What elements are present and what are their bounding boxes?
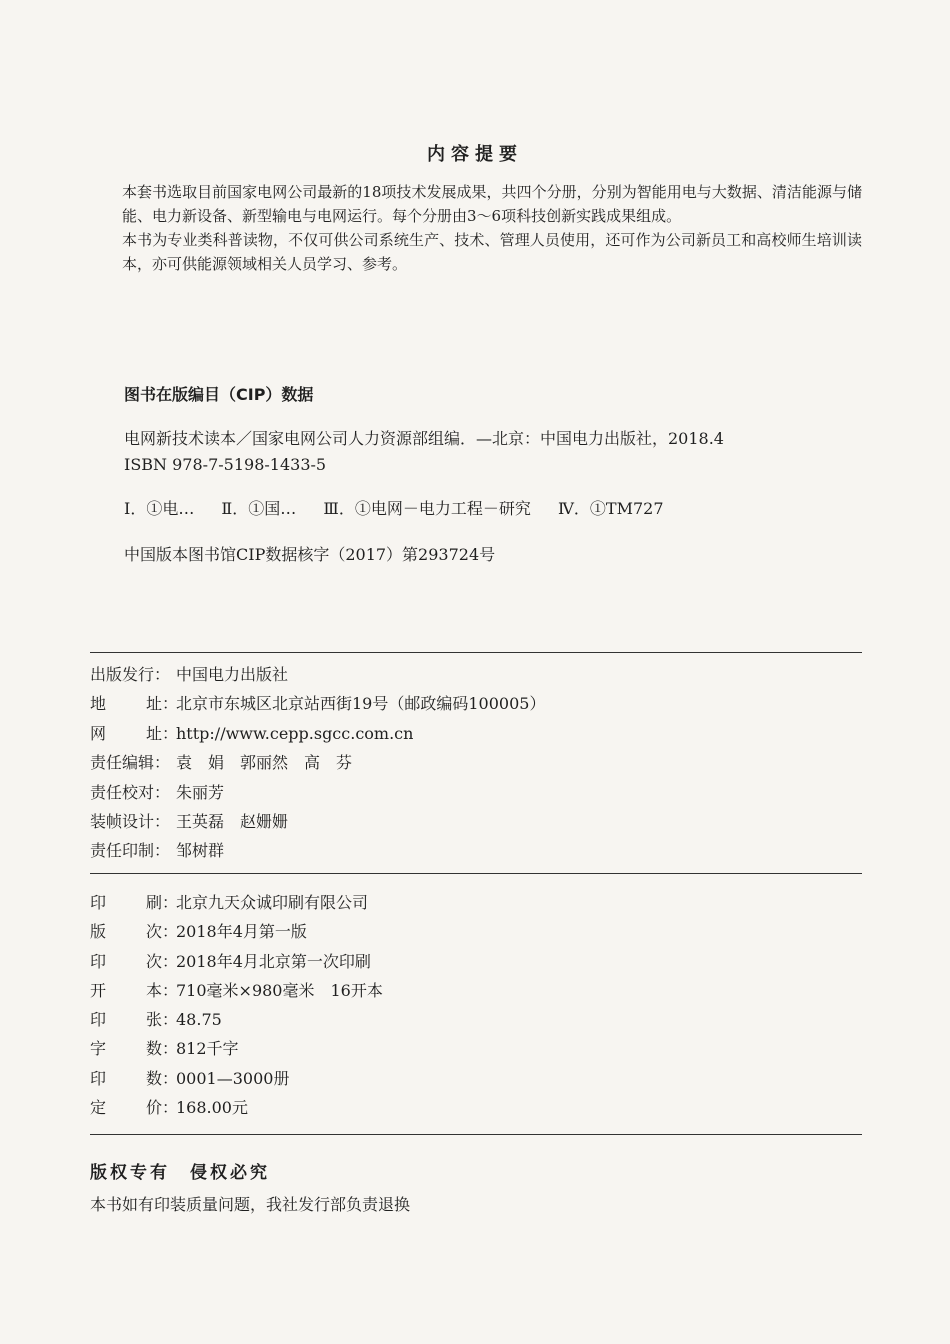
row-label: 字 — [90, 1039, 107, 1058]
cip-bibliographic-line: 电网新技术读本／国家电网公司人力资源部组编．—北京：中国电力出版社，2018.4 — [124, 429, 724, 448]
row-value: 0001—3000册 — [176, 1069, 290, 1088]
row-value: 中国电力出版社 — [176, 665, 289, 684]
row-label: 装帧设计： — [90, 812, 171, 831]
sheets-row — [90, 1007, 222, 1033]
row-label: 定 — [90, 1098, 107, 1117]
address-row — [90, 691, 545, 717]
row-label-2: 刷： — [146, 893, 179, 912]
format-row — [90, 978, 383, 1004]
row-label: 印 — [90, 952, 107, 971]
row-value: 2018年4月第一版 — [176, 922, 307, 941]
copyright-note: 本书如有印装质量问题，我社发行部负责退换 — [90, 1195, 411, 1214]
row-label: 印 — [90, 1010, 107, 1029]
word-count-row — [90, 1036, 239, 1062]
designer-row — [90, 809, 288, 835]
row-label-2: 址： — [146, 694, 179, 713]
cip-isbn: ISBN 978-7-5198-1433-5 — [124, 455, 327, 474]
row-label: 开 — [90, 981, 107, 1000]
row-label: 版 — [90, 922, 107, 941]
row-label: 责任编辑： — [90, 753, 171, 772]
divider-top — [90, 652, 862, 653]
cip-heading: 图书在版编目（CIP）数据 — [124, 385, 314, 404]
row-label-2: 数： — [146, 1039, 179, 1058]
row-value: 袁 娟 郭丽然 高 芬 — [176, 753, 353, 772]
proofreader-row — [90, 780, 224, 806]
row-value: 邹树群 — [176, 841, 225, 860]
row-label: 责任印制： — [90, 841, 171, 860]
divider-middle — [90, 873, 862, 874]
row-value: 北京市东城区北京站西街19号（邮政编码100005） — [176, 694, 546, 713]
cip-class-1: Ⅰ．①电… — [124, 499, 195, 518]
divider-bottom — [90, 1134, 862, 1135]
row-value: 710毫米×980毫米 16开本 — [176, 981, 383, 1000]
row-value: 王英磊 赵姗姗 — [176, 812, 289, 831]
website-row — [90, 721, 413, 747]
print-supervisor-row — [90, 838, 224, 864]
summary-paragraph-1 — [92, 180, 862, 228]
row-label-2: 次： — [146, 952, 179, 971]
printer-row — [90, 890, 368, 916]
row-value: 168.00元 — [176, 1098, 248, 1117]
cip-class-3: Ⅲ．①电网－电力工程－研究 — [323, 499, 531, 518]
row-label-2: 数： — [146, 1069, 179, 1088]
website-link[interactable]: http://www.cepp.sgcc.com.cn — [176, 724, 414, 743]
row-value: 朱丽芳 — [176, 783, 225, 802]
price-row — [90, 1095, 248, 1121]
row-label: 印 — [90, 1069, 107, 1088]
cip-number: 中国版本图书馆CIP数据核字（2017）第293724号 — [124, 545, 496, 564]
summary-paragraph-2 — [92, 228, 862, 276]
row-label: 印 — [90, 893, 107, 912]
row-value: 2018年4月北京第一次印刷 — [176, 952, 371, 971]
print-run-row — [90, 1066, 289, 1092]
summary-paragraph-1-text: 本套书选取目前国家电网公司最新的18项技术发展成果，共四个分册，分别为智能用电与大数据、清洁能源与储能、电力新设备、新型输电与电网运行。每个分册由3～6项科技创新实践成果组成。 — [122, 183, 862, 225]
editor-row — [90, 750, 352, 776]
row-label: 责任校对： — [90, 783, 171, 802]
cip-class-4: Ⅳ．①TM727 — [557, 499, 664, 518]
row-label-2: 价： — [146, 1098, 179, 1117]
row-label: 地 — [90, 694, 107, 713]
row-value: 812千字 — [176, 1039, 239, 1058]
summary-paragraph-2-text: 本书为专业类科普读物，不仅可供公司系统生产、技术、管理人员使用，还可作为公司新员工和高校师生培训读本，亦可供能源领域相关人员学习、参考。 — [122, 231, 862, 273]
cip-class-2: Ⅱ．①国… — [221, 499, 297, 518]
publisher-row — [90, 662, 288, 688]
row-label-2: 址： — [146, 724, 179, 743]
row-value: 48.75 — [176, 1010, 222, 1029]
row-label: 网 — [90, 724, 107, 743]
row-value: 北京九天众诚印刷有限公司 — [176, 893, 369, 912]
copyright-heading: 版权专有 侵权必究 — [90, 1163, 270, 1183]
impression-row — [90, 949, 371, 975]
row-label-2: 次： — [146, 922, 179, 941]
summary-title: 内容提要 — [427, 144, 523, 165]
cip-classification — [124, 496, 686, 519]
row-label-2: 张： — [146, 1010, 179, 1029]
row-label-2: 本： — [146, 981, 179, 1000]
row-label: 出版发行： — [90, 665, 171, 684]
edition-row — [90, 919, 307, 945]
